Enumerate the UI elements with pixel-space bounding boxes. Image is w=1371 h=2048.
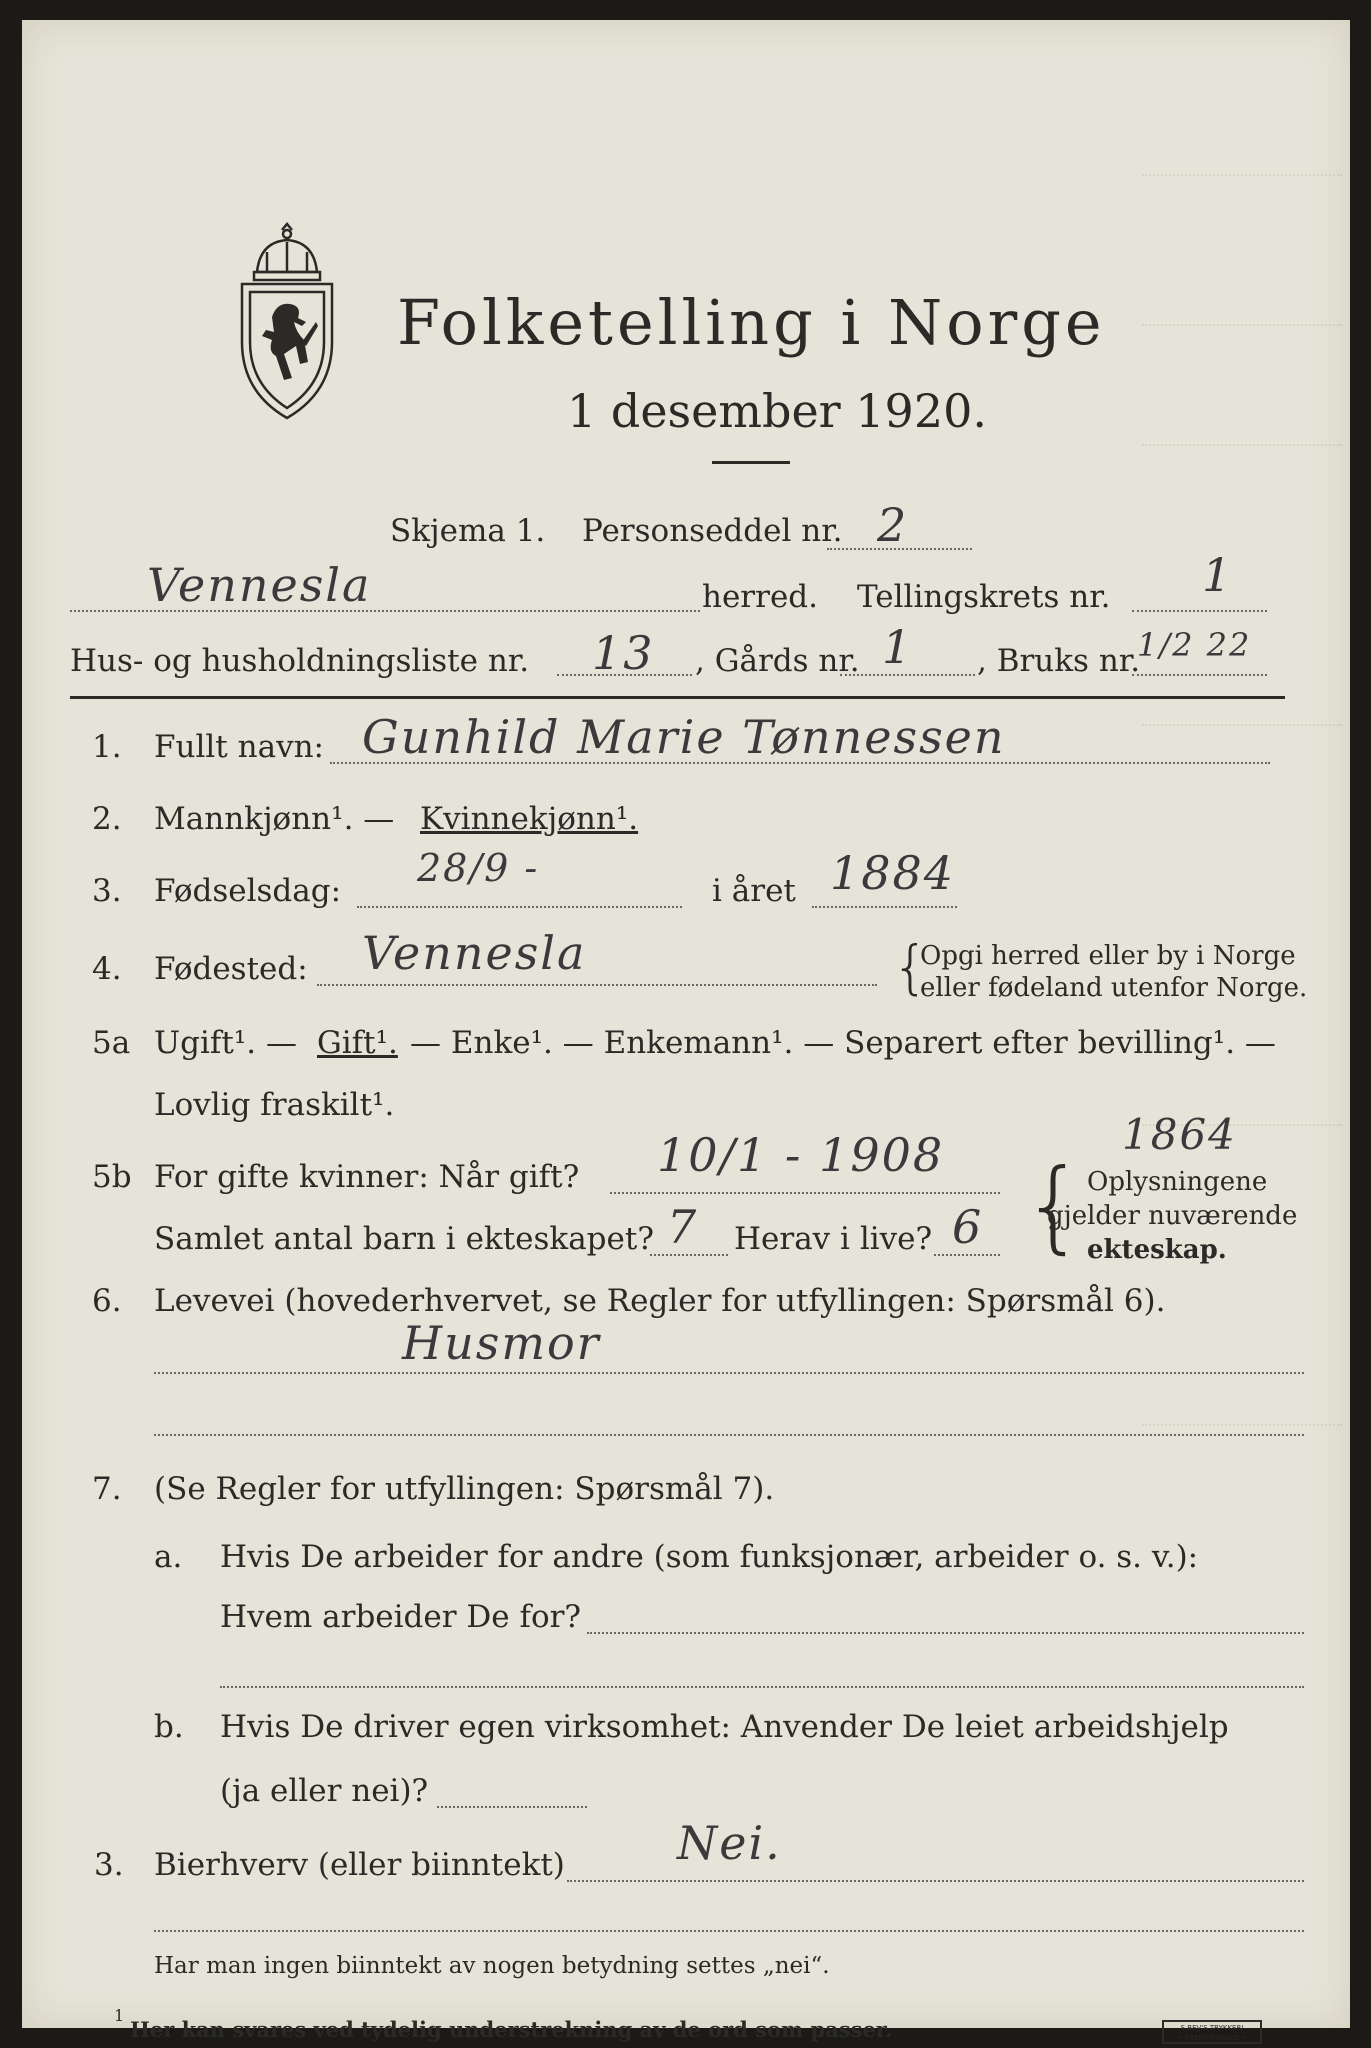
- q6-occupation: Husmor: [402, 1316, 601, 1370]
- q5b-brace: {: [1022, 1147, 1086, 1264]
- q8-line: [567, 1880, 1304, 1882]
- footer-note: Har man ingen biinntekt av nogen betydning settes „nei“.: [154, 1953, 830, 1979]
- q2-male: Mannkjønn¹. —: [154, 801, 395, 837]
- q2-number: 2.: [92, 801, 122, 837]
- schema-label: Skjema 1.: [390, 513, 546, 549]
- q5b-alive-label: Herav i live?: [734, 1221, 933, 1257]
- q4-line: [317, 984, 877, 986]
- printer-stamp-line-2: • FREDRIKSHALD •: [1178, 2034, 1246, 2042]
- q5b-alive-line: [934, 1254, 1000, 1256]
- bruks-line: [1132, 674, 1267, 676]
- q8-number: 3.: [94, 1847, 124, 1883]
- section-rule: [70, 696, 1285, 699]
- bruks-value: 1/2 22: [1137, 626, 1252, 664]
- q7-label: (Se Regler for utfyllingen: Spørsmål 7).: [154, 1471, 775, 1507]
- q7b-letter: b.: [154, 1709, 184, 1745]
- bruks-label: , Bruks nr.: [977, 643, 1141, 679]
- q2-female-selected: Kvinnekjønn¹.: [420, 801, 639, 837]
- q5a-married-selected: Gift¹.: [317, 1025, 398, 1061]
- q4-label: Fødested:: [154, 951, 308, 987]
- q3-label: Fødselsdag:: [154, 873, 342, 909]
- gards-value: 1: [882, 620, 914, 674]
- q7b-sub: (ja eller nei)?: [220, 1773, 429, 1809]
- q6-line-1: [154, 1372, 1304, 1374]
- gards-line: [840, 674, 975, 676]
- q8-line-2: [154, 1930, 1304, 1932]
- q5b-note-2: gjelder nuværende: [1047, 1201, 1298, 1231]
- hus-value: 13: [592, 626, 655, 680]
- q4-number: 4.: [92, 951, 122, 987]
- q3-birthday: 28/9 -: [417, 846, 540, 890]
- q5b-alive-count: 6: [952, 1200, 984, 1254]
- q7a-line-2: [220, 1686, 1304, 1688]
- q8-label: Bierhverv (eller biinntekt): [154, 1847, 565, 1883]
- q5b-number: 5b: [92, 1159, 132, 1195]
- q5b-note-1: Oplysningene: [1087, 1167, 1268, 1197]
- q7a-sub: Hvem arbeider De for?: [220, 1599, 582, 1635]
- q4-birthplace: Vennesla: [362, 926, 587, 980]
- q5b-children-line: [650, 1254, 728, 1256]
- q7b-line: [437, 1806, 587, 1808]
- personseddel-label: Personseddel nr.: [582, 513, 843, 549]
- printer-stamp-line-1: S.BEV'S TRYKKERI: [1180, 2024, 1244, 2032]
- q5b-extra-year: 1864: [1122, 1110, 1237, 1159]
- q1-number: 1.: [92, 729, 122, 765]
- herred-value: Vennesla: [147, 558, 372, 612]
- q5b-label: For gifte kvinner: Når gift?: [154, 1159, 580, 1195]
- q5b-note-3: ekteskap.: [1087, 1235, 1227, 1265]
- q1-full-name: Gunhild Marie Tønnessen: [362, 710, 1006, 764]
- q5a-divorced: Lovlig fraskilt¹.: [154, 1087, 395, 1123]
- q7-number: 7.: [92, 1471, 122, 1507]
- q5a-number: 5a: [92, 1025, 131, 1061]
- q7a-text: Hvis De arbeider for andre (som funksjonær, arbeider o. s. v.):: [220, 1539, 1199, 1575]
- q3-year-line: [812, 906, 957, 908]
- census-form: [22, 20, 1350, 2042]
- q4-brace: {: [892, 933, 929, 1001]
- census-date: 1 desember 1920.: [567, 384, 987, 438]
- gards-label: , Gårds nr.: [695, 643, 860, 679]
- q6-line-2: [154, 1434, 1304, 1436]
- q5b-children-count: 7: [667, 1200, 699, 1254]
- q6-number: 6.: [92, 1283, 122, 1319]
- q4-note-2: eller fødeland utenfor Norge.: [920, 973, 1308, 1003]
- footnote-text: Her kan svares ved tydelig understrekning av de ord som passer.: [130, 2017, 893, 2042]
- header-rule: [712, 461, 790, 464]
- herred-label: herred.: [702, 579, 818, 615]
- q7b-text: Hvis De driver egen virksomhet: Anvender De leiet arbeidshjelp: [220, 1709, 1229, 1745]
- printer-stamp: [1162, 2020, 1262, 2044]
- q3-line: [357, 906, 682, 908]
- hus-label: Hus- og husholdningsliste nr.: [70, 643, 530, 679]
- q4-note-1: Opgi herred eller by i Norge: [920, 941, 1296, 971]
- q5b-married-date: 10/1 - 1908: [657, 1128, 945, 1182]
- q5a-unmarried: Ugift¹. —: [154, 1025, 297, 1061]
- personseddel-value: 2: [877, 498, 909, 552]
- form-title: Folketelling i Norge: [397, 286, 1106, 359]
- footnote-mark: 1: [114, 2006, 125, 2025]
- q5a-other-options: — Enke¹. — Enkemann¹. — Separert efter bevilling¹. —: [410, 1025, 1276, 1061]
- norwegian-coat-of-arms-icon: [232, 222, 342, 422]
- q7a-letter: a.: [154, 1539, 183, 1575]
- q5b-line: [610, 1192, 1000, 1194]
- q6-label: Levevei (hovederhvervet, se Regler for utfyllingen: Spørsmål 6).: [154, 1283, 1166, 1319]
- q1-label: Fullt navn:: [154, 729, 324, 765]
- q5b-children-label: Samlet antal barn i ekteskapet?: [154, 1221, 654, 1257]
- tellingskrets-label: Tellingskrets nr.: [857, 579, 1111, 615]
- q3-number: 3.: [92, 873, 122, 909]
- q7a-line-1: [587, 1632, 1304, 1634]
- q3-year-label: i året: [712, 873, 796, 909]
- q3-year: 1884: [830, 846, 956, 900]
- tellingskrets-value: 1: [1202, 548, 1234, 602]
- tellingskrets-line: [1132, 610, 1267, 612]
- q8-side-income: Nei.: [677, 1816, 782, 1870]
